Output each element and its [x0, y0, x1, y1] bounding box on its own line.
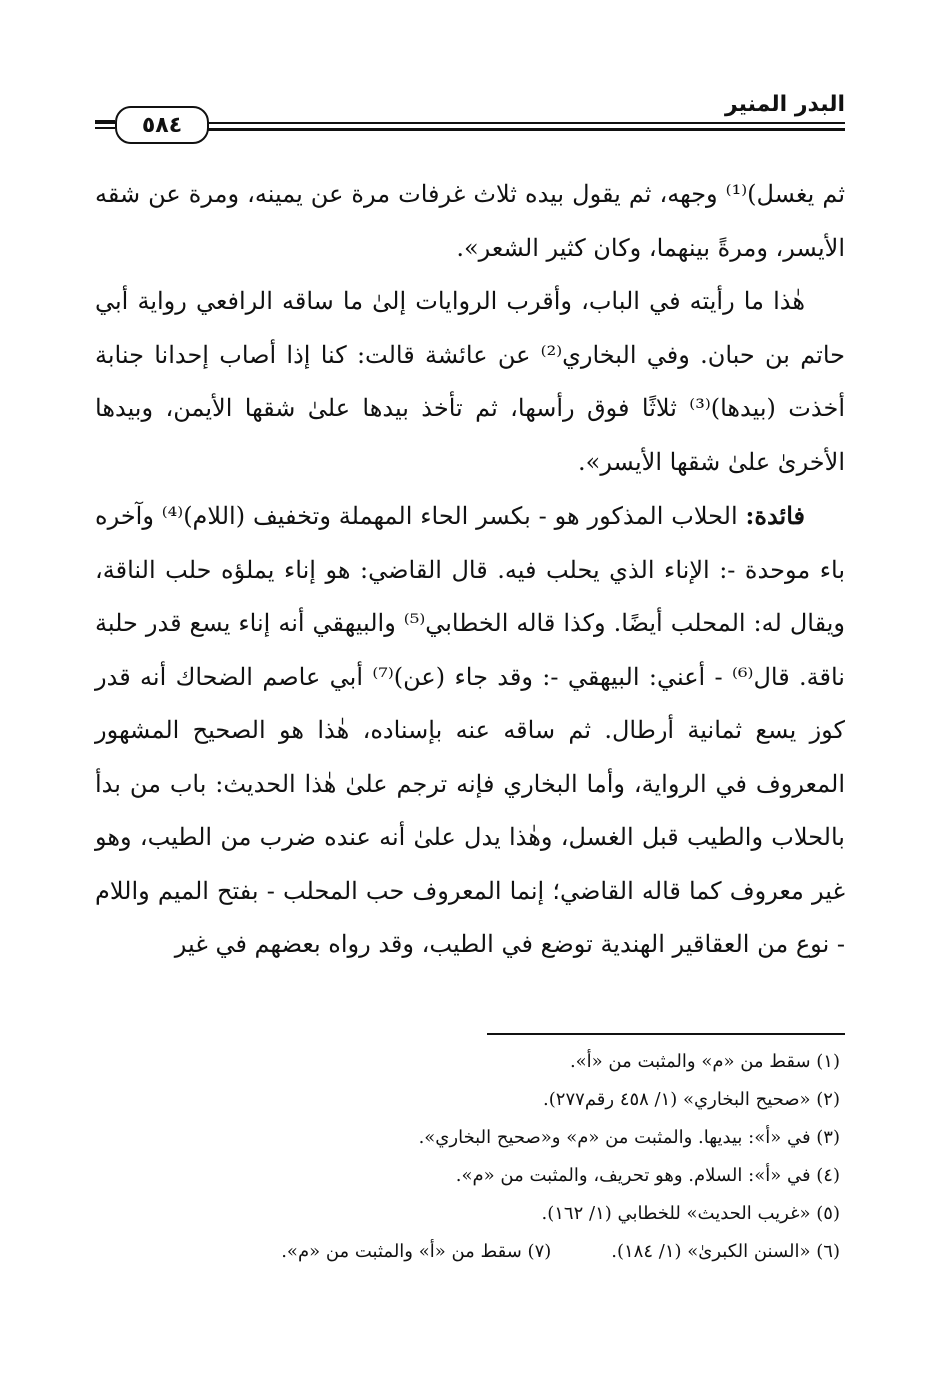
page-number: ٥٨٤	[115, 106, 209, 144]
fawaid-label: فائدة:	[745, 501, 806, 530]
page-number-rule-lower	[95, 127, 115, 129]
paragraph-3-text: الحلاب المذكور هو - بكسر الحاء المهملة وتخفيف (اللام)⁽⁴⁾ وآخره باء موحدة -: الإناء الذي يحلب فيه. قال القاضي: هو إناء يملؤه حلب الناقة، ويقال له: المحلب أيضًا. وكذا قاله الخطابي⁽⁵⁾ والبيهقي أنه إناء يسع قدر حلبة ناقة. قال⁽⁶⁾ - أعني: البيهقي -: وقد جاء (عن)⁽⁷⁾ أبي عاصم الضحاك أنه قدر كوز يسع ثمانية أرطال. ثم ساقه عنه بإسناده، هٰذا هو الصحيح المشهور المعروف في الرواية، وأما البخاري فإنه ترجم علىٰ هٰذا الحديث: باب من بدأ بالحلاب والطيب قبل الغسل، وهٰذا يدل علىٰ أنه عنده ضرب من الطيب، وهو غير معروف كما قاله القاضي؛ إنما المعروف حب المحلب - بفتح الميم واللام - نوع من العقاقير الهندية توضع في الطيب، وقد رواه بعضهم في غير	[95, 502, 845, 958]
page-number-rule	[95, 120, 115, 122]
paragraph-2: هٰذا ما رأيته في الباب، وأقرب الروايات إلىٰ ما ساقه الرافعي رواية أبي حاتم بن حبان. وفي البخاري⁽²⁾ عن عائشة قالت: كنا إذا أصاب إحدانا جنابة أخذت (بيدها)⁽³⁾ ثلاثًا فوق رأسها، ثم تأخذ بيدها علىٰ شقها الأيمن، وبيدها الأخرىٰ علىٰ شقها الأيسر».	[95, 287, 846, 476]
footnotes	[95, 1043, 840, 1271]
footnote-6: (٦) «السنن الكبرىٰ» (١/ ١٨٤).	[611, 1241, 840, 1262]
footnote-2: (٢) «صحيح البخاري» (١/ ٤٥٨ رقم٢٧٧).	[543, 1089, 840, 1110]
footnote-4: (٤) في «أ»: السلام. وهو تحريف، والمثبت من «م».	[455, 1165, 840, 1186]
header-rule-thick	[170, 128, 845, 131]
page-header	[95, 92, 845, 152]
footnote-row-last	[95, 1233, 840, 1271]
running-title: البدر المنير	[724, 92, 845, 117]
footnote-3: (٣) في «أ»: بيديها. والمثبت من «م» و«صحيح البخاري».	[418, 1127, 840, 1148]
footnote-1: (١) سقط من «م» والمثبت من «أ».	[569, 1051, 840, 1072]
footnote-separator	[487, 1033, 845, 1035]
body-text	[95, 168, 845, 972]
footnote-5: (٥) «غريب الحديث» للخطابي (١/ ١٦٢).	[541, 1203, 840, 1224]
footnote-7: (٧) سقط من «أ» والمثبت من «م».	[281, 1241, 552, 1262]
paragraph-3	[95, 489, 845, 972]
paragraph-1: ثم يغسل)⁽¹⁾ وجهه، ثم يقول بيده ثلاث غرفات مرة عن يمينه، ومرة عن شقه الأيسر، ومرةً بينهما، وكان كثير الشعر».	[95, 180, 846, 262]
